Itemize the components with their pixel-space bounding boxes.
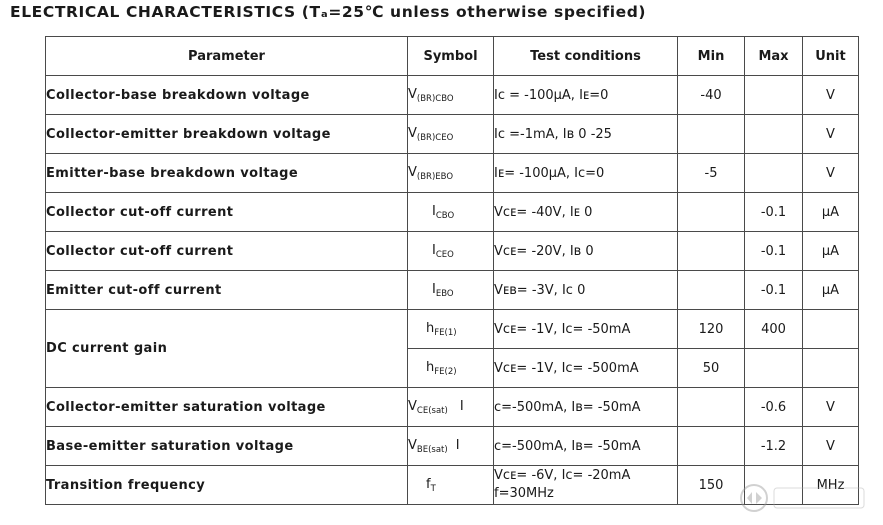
- row-parameter: Emitter cut-off current: [46, 271, 408, 310]
- row-conditions: Vᴄᴇ= -1V, Iᴄ= -50mA: [494, 310, 678, 349]
- row-parameter: Collector-emitter saturation voltage: [46, 388, 408, 427]
- header-min: Min: [678, 37, 745, 76]
- table-row: [46, 193, 859, 232]
- row-min: [678, 115, 745, 154]
- row-max: [745, 154, 803, 193]
- row-conditions: Vᴄᴇ= -1V, Iᴄ= -500mA: [494, 349, 678, 388]
- row-min: [678, 388, 745, 427]
- row-unit: V: [803, 388, 859, 427]
- row-symbol: $I_{CBO}$: [408, 193, 494, 232]
- table-header-row: [46, 37, 859, 76]
- row-unit: [803, 349, 859, 388]
- condition-line-1: Vᴄᴇ= -6V, Iᴄ= -20mA: [494, 468, 631, 483]
- row-max: [745, 76, 803, 115]
- header-symbol: Symbol: [408, 37, 494, 76]
- row-symbol: $V_{(BR)CBO}$: [408, 76, 494, 115]
- table-row: [46, 271, 859, 310]
- row-symbol: $V_{(BR)CEO}$: [408, 115, 494, 154]
- header-unit: Unit: [803, 37, 859, 76]
- row-unit: MHz: [803, 466, 859, 505]
- row-min: [678, 232, 745, 271]
- header-parameter: Parameter: [46, 37, 408, 76]
- row-conditions: Vᴄᴇ= -20V, Iʙ 0: [494, 232, 678, 271]
- row-unit: V: [803, 115, 859, 154]
- row-conditions: [494, 466, 678, 505]
- row-min: [678, 271, 745, 310]
- row-min: [678, 427, 745, 466]
- row-min: [678, 193, 745, 232]
- row-symbol: $I_{CEO}$: [408, 232, 494, 271]
- row-parameter: Collector-base breakdown voltage: [46, 76, 408, 115]
- row-max: -0.1: [745, 271, 803, 310]
- row-symbol: $h_{FE(2)}$: [408, 349, 494, 388]
- row-unit: V: [803, 76, 859, 115]
- row-conditions: Iᴄ = -100μA, Iᴇ=0: [494, 76, 678, 115]
- row-parameter: Collector cut-off current: [46, 193, 408, 232]
- row-unit: V: [803, 427, 859, 466]
- row-unit: μA: [803, 232, 859, 271]
- row-max: -0.6: [745, 388, 803, 427]
- row-parameter: Emitter-base breakdown voltage: [46, 154, 408, 193]
- row-parameter: Base-emitter saturation voltage: [46, 427, 408, 466]
- row-min: 150: [678, 466, 745, 505]
- row-symbol: $V_{(BR)EBO}$: [408, 154, 494, 193]
- row-unit: μA: [803, 193, 859, 232]
- row-symbol: $I_{EBO}$: [408, 271, 494, 310]
- row-symbol: $V_{CE(sat)}$ I: [408, 388, 494, 427]
- row-max: -0.1: [745, 232, 803, 271]
- row-conditions: Vᴄᴇ= -40V, Iᴇ 0: [494, 193, 678, 232]
- row-parameter: Collector cut-off current: [46, 232, 408, 271]
- row-symbol: $V_{BE(sat)}$ I: [408, 427, 494, 466]
- row-max: -0.1: [745, 193, 803, 232]
- row-parameter-dc-gain: DC current gain: [46, 310, 408, 388]
- row-min: -5: [678, 154, 745, 193]
- table-row-transition: [46, 466, 859, 505]
- table-row: [46, 115, 859, 154]
- row-conditions: Vᴇʙ= -3V, Iᴄ 0: [494, 271, 678, 310]
- row-parameter: Transition frequency: [46, 466, 408, 505]
- table-row: [46, 232, 859, 271]
- page-title: ELECTRICAL CHARACTERISTICS (Tₐ=25℃ unless otherwise specified): [10, 3, 647, 21]
- row-max: [745, 349, 803, 388]
- condition-line-2: f=30MHz: [494, 486, 554, 501]
- table-row: [46, 427, 859, 466]
- row-min: -40: [678, 76, 745, 115]
- header-max: Max: [745, 37, 803, 76]
- row-parameter: Collector-emitter breakdown voltage: [46, 115, 408, 154]
- row-conditions: Iᴇ= -100μA, Iᴄ=0: [494, 154, 678, 193]
- table-row: [46, 154, 859, 193]
- watermark-logo: [738, 478, 868, 518]
- row-unit: μA: [803, 271, 859, 310]
- row-symbol: $h_{FE(1)}$: [408, 310, 494, 349]
- row-min: 50: [678, 349, 745, 388]
- electrical-characteristics-table: [45, 36, 859, 505]
- row-conditions: Iᴄ =-1mA, Iʙ 0 -25: [494, 115, 678, 154]
- row-symbol: $f_T$: [408, 466, 494, 505]
- row-conditions: c=-500mA, Iʙ= -50mA: [494, 427, 678, 466]
- row-min: 120: [678, 310, 745, 349]
- row-unit: [803, 310, 859, 349]
- table-row-dc-gain-1: [46, 310, 859, 349]
- row-max: -1.2: [745, 427, 803, 466]
- header-conditions: Test conditions: [494, 37, 678, 76]
- row-conditions: c=-500mA, Iʙ= -50mA: [494, 388, 678, 427]
- row-unit: V: [803, 154, 859, 193]
- table-row: [46, 388, 859, 427]
- table-row: [46, 76, 859, 115]
- row-max: [745, 115, 803, 154]
- row-max: 400: [745, 310, 803, 349]
